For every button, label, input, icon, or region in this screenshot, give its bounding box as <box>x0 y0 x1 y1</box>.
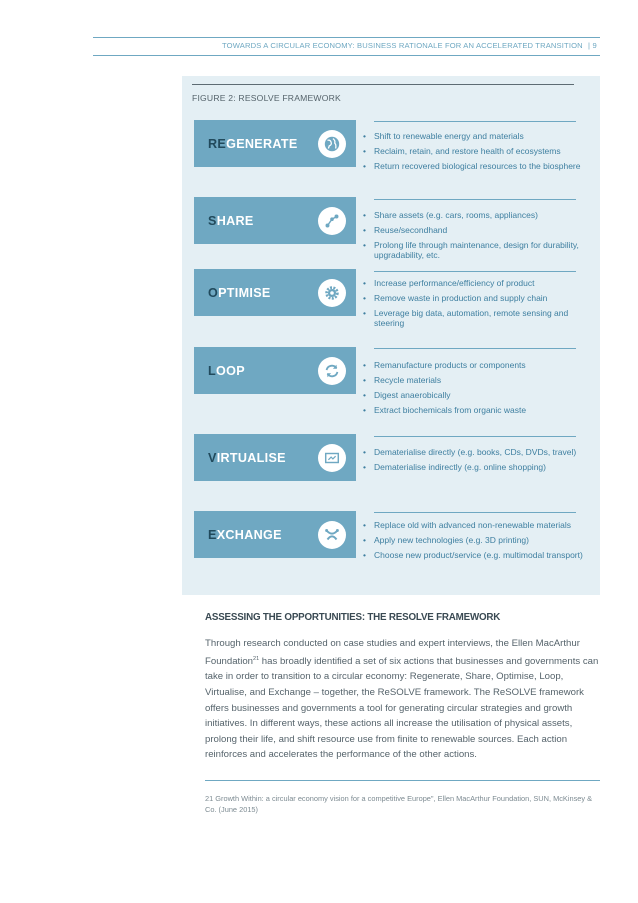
resolve-box-exchange <box>194 511 356 558</box>
bullet-list-exchange <box>363 520 595 565</box>
bullet-item: • Dematerialise indirectly (e.g. online shopping) <box>363 462 595 472</box>
page-number: 9 <box>592 41 597 50</box>
resolve-box-regenerate <box>194 120 356 167</box>
share-icon <box>318 207 346 235</box>
row-separator <box>374 121 576 122</box>
bullet-list-share <box>363 210 595 265</box>
figure-top-rule <box>192 84 574 85</box>
row-separator <box>374 348 576 349</box>
resolve-label-exchange: EXCHANGE <box>208 527 282 542</box>
footnote-ref: 21 <box>253 655 260 662</box>
resolve-label-loop: LOOP <box>208 363 245 378</box>
running-header: TOWARDS A CIRCULAR ECONOMY: BUSINESS RATIONALE FOR AN ACCELERATED TRANSITION | 9 <box>222 41 597 50</box>
bullet-item: • Extract biochemicals from organic waste <box>363 405 595 415</box>
exchange-icon <box>318 521 346 549</box>
bullet-item: • Reuse/secondhand <box>363 225 595 235</box>
bullet-item: • Return recovered biological resources to the biosphere <box>363 161 595 171</box>
row-separator <box>374 199 576 200</box>
bullet-item: • Increase performance/efficiency of product <box>363 278 595 288</box>
running-title: TOWARDS A CIRCULAR ECONOMY: BUSINESS RATIONALE FOR AN ACCELERATED TRANSITION <box>222 41 583 50</box>
screen-icon <box>318 444 346 472</box>
bullet-item: • Prolong life through maintenance, design for durability, upgradability, etc. <box>363 240 595 260</box>
bullet-item: • Remove waste in production and supply chain <box>363 293 595 303</box>
resolve-box-share <box>194 197 356 244</box>
bullet-list-regenerate <box>363 131 595 176</box>
globe-icon <box>318 130 346 158</box>
footnote-rule <box>205 780 600 781</box>
bullet-list-optimise <box>363 278 595 333</box>
figure-title: FIGURE 2: RESOLVE FRAMEWORK <box>192 93 341 103</box>
bullet-item: • Shift to renewable energy and materials <box>363 131 595 141</box>
resolve-label-optimise: OPTIMISE <box>208 285 271 300</box>
bullet-item: • Dematerialise directly (e.g. books, CDs, DVDs, travel) <box>363 447 595 457</box>
bullet-item: • Remanufacture products or components <box>363 360 595 370</box>
gear-icon <box>318 279 346 307</box>
row-separator <box>374 436 576 437</box>
resolve-label-virtualise: VIRTUALISE <box>208 450 286 465</box>
row-separator <box>374 512 576 513</box>
bullet-item: • Leverage big data, automation, remote sensing and steering <box>363 308 595 328</box>
bullet-list-loop <box>363 360 595 420</box>
bullet-item: • Choose new product/service (e.g. multimodal transport) <box>363 550 595 560</box>
bullet-item: • Share assets (e.g. cars, rooms, appliances) <box>363 210 595 220</box>
footnote: 21 Growth Within: a circular economy vision for a competitive Europe", Ellen MacArthur Foundation, SUN, McKinsey & Co. (June 2015) <box>205 794 593 814</box>
loop-arrows-icon <box>318 357 346 385</box>
resolve-box-optimise <box>194 269 356 316</box>
section-heading: ASSESSING THE OPPORTUNITIES: THE RESOLVE FRAMEWORK <box>205 612 501 623</box>
resolve-label-share: SHARE <box>208 213 254 228</box>
resolve-label-regenerate: REGENERATE <box>208 136 298 151</box>
bullet-item: • Digest anaerobically <box>363 390 595 400</box>
bullet-item: • Replace old with advanced non-renewable materials <box>363 520 595 530</box>
bullet-item: • Reclaim, retain, and restore health of ecosystems <box>363 146 595 156</box>
header-rule-bottom <box>93 55 600 56</box>
bullet-list-virtualise <box>363 447 595 477</box>
bullet-item: • Recycle materials <box>363 375 595 385</box>
body-paragraph: Through research conducted on case studies and expert interviews, the Ellen MacArthur Foundation$^{21}$ has broadly identified a set of six actions that businesses and governments can take in order to transition to a circular economy: Regenerate, Share, Optimise, Loop, Virtualise, and Exchange – together, the ReSOLVE framework. The ReSOLVE framework offers businesses and governments a tool for generating circular strategies and growth initiatives. In different ways, these actions all increase the utilisation of physical assets, prolong their life, and shift resource use from finite to renewable sources. Each action reinforces and accelerates the performance of the other actions. <box>205 638 599 761</box>
row-separator <box>374 271 576 272</box>
header-rule-top <box>93 37 600 38</box>
resolve-box-loop <box>194 347 356 394</box>
resolve-box-virtualise <box>194 434 356 481</box>
bullet-item: • Apply new technologies (e.g. 3D printing) <box>363 535 595 545</box>
